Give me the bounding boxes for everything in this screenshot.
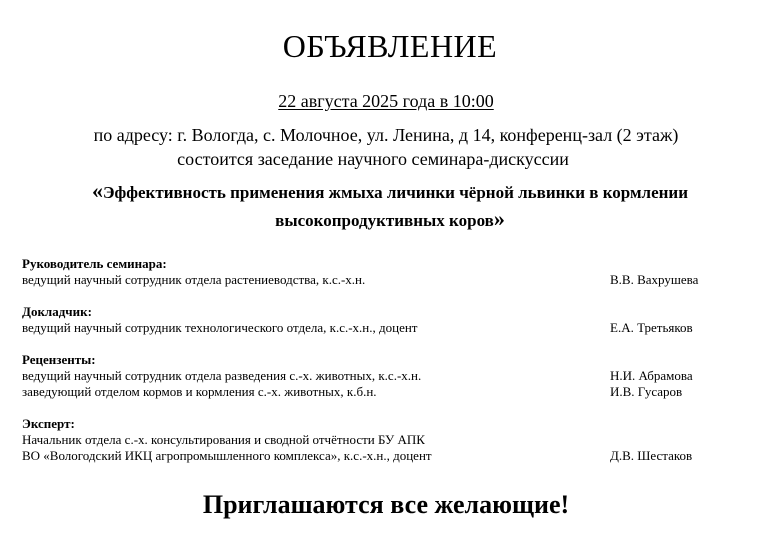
leader-name: В.В. Вахрушева [610, 272, 699, 287]
section-leader [22, 256, 722, 288]
event-date-time: 22 августа 2025 года в 10:00 [278, 91, 494, 111]
expert-row-1 [22, 432, 722, 448]
event-address: по адресу: г. Вологда, с. Молочное, ул. Ленина, д 14, конференц-зал (2 этаж) [93, 125, 679, 145]
topic-line-2 [40, 206, 740, 234]
section-leader-heading: Руководитель семинара: [22, 256, 167, 271]
speaker-position: ведущий научный сотрудник технологического отдела, к.с.-х.н., доцент [22, 320, 418, 335]
section-reviewers-heading: Рецензенты: [22, 352, 96, 367]
seminar-topic [40, 178, 740, 234]
leader-position: ведущий научный сотрудник отдела растениеводства, к.с.-х.н. [22, 272, 366, 287]
topic-line-2-text: высокопродуктивных коров [275, 211, 494, 230]
reviewer-row [22, 368, 722, 384]
reviewer-position: ведущий научный сотрудник отдела разведения с.-х. животных, к.с.-х.н. [22, 368, 422, 383]
closing-invitation: Приглашаются все желающие! [202, 490, 570, 519]
topic-line-1 [40, 178, 740, 206]
topic-open-quote: « [91, 178, 103, 203]
expert-row-2 [22, 448, 722, 464]
topic-line-1-text: Эффективность применения жмыха личинки чёрной львинки в кормлении [102, 183, 689, 202]
reviewer-name: Н.И. Абрамова [610, 368, 693, 383]
section-expert-heading: Эксперт: [22, 416, 75, 431]
speaker-name: Е.А. Третьяков [610, 320, 693, 335]
topic-close-quote: » [493, 206, 505, 231]
section-expert [22, 416, 722, 464]
reviewer-row [22, 384, 722, 400]
reviewer-name: И.В. Гусаров [610, 384, 683, 399]
section-reviewers [22, 352, 722, 400]
event-intro: состоится заседание научного семинара-дискуссии [177, 149, 569, 169]
expert-position-line-1: Начальник отдела с.-х. консультирования и сводной отчётности БУ АПК [22, 432, 425, 447]
expert-position-line-2: ВО «Вологодский ИКЦ агропромышленного комплекса», к.с.-х.н., доцент [22, 448, 432, 463]
speaker-row [22, 320, 722, 336]
section-speaker-heading: Докладчик: [22, 304, 92, 319]
reviewer-position: заведующий отделом кормов и кормления с.-х. животных, к.б.н. [22, 384, 377, 399]
section-speaker [22, 304, 722, 336]
leader-row [22, 272, 722, 288]
expert-name: Д.В. Шестаков [610, 448, 693, 463]
announcement-title: ОБЪЯВЛЕНИЕ [282, 28, 498, 64]
